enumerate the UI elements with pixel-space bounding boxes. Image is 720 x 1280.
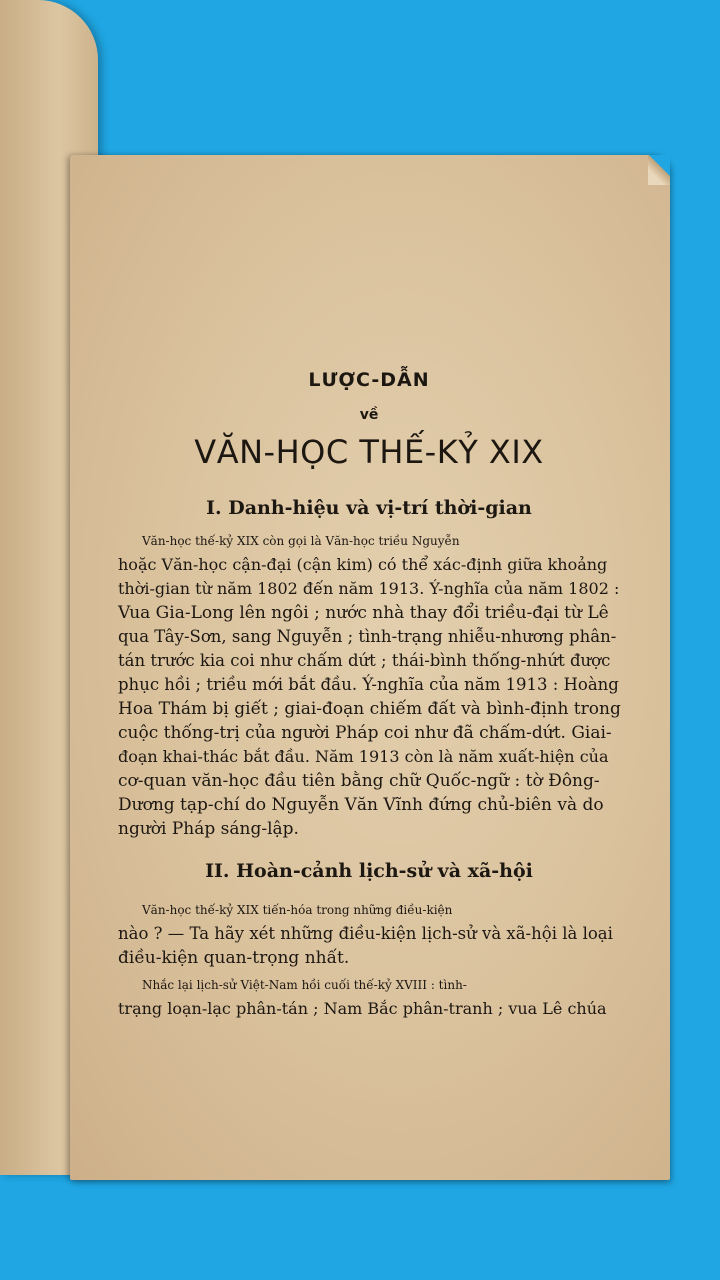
page-kicker: LƯỢC-DẪN <box>308 369 430 391</box>
text-line: phục hồi ; triều mới bắt đầu. Ý-nghĩa của năm 1913 : Hoàng <box>118 675 619 694</box>
text-line: người Pháp sáng-lập. <box>118 819 299 839</box>
page-content <box>108 155 630 1180</box>
text-line: Dương tạp-chí do Nguyễn Văn Vĩnh đứng chủ-biên và do <box>118 795 604 815</box>
text-line: Văn-học thế-kỷ XIX còn gọi là Văn-học triều Nguyễn <box>142 534 460 548</box>
text-line: tán trước kia coi như chấm dứt ; thái-bình thống-nhứt được <box>118 651 611 670</box>
text-line: Nhắc lại lịch-sử Việt-Nam hồi cuối thế-kỷ XVIII : tình- <box>142 978 467 992</box>
text-line: điều-kiện quan-trọng nhất. <box>118 948 350 968</box>
page-connector: về <box>359 407 379 423</box>
text-line: Văn-học thế-kỷ XIX tiến-hóa trong những điều-kiện <box>142 903 453 917</box>
text-line: Vua Gia-Long lên ngôi ; nước nhà thay đổi triều-đại từ Lê <box>118 603 609 623</box>
section-2-paragraph-2 <box>118 973 620 1021</box>
text-line: qua Tây-Sơn, sang Nguyễn ; tình-trạng nhiễu-nhương phân- <box>118 627 617 646</box>
text-line: nào ? — Ta hãy xét những điều-kiện lịch-sử và xã-hội là loại <box>118 924 613 943</box>
section-2-paragraph-1 <box>118 898 620 970</box>
text-line: Hoa Thám bị giết ; giai-đoạn chiếm đất và bình-định trong <box>118 699 621 719</box>
text-line: thời-gian từ năm 1802 đến năm 1913. Ý-nghĩa của năm 1802 : <box>118 579 620 598</box>
text-line: cơ-quan văn-học đầu tiên bằng chữ Quốc-ngữ : tờ Đông- <box>118 771 600 791</box>
section-1-paragraph <box>118 529 620 841</box>
book-page <box>70 155 670 1180</box>
text-line: cuộc thống-trị của người Pháp coi như đã chấm-dứt. Giai- <box>118 723 612 743</box>
page-title: VĂN-HỌC THẾ-KỶ XIX <box>194 433 544 471</box>
text-line: trạng loạn-lạc phân-tán ; Nam Bắc phân-tranh ; vua Lê chúa <box>118 999 607 1018</box>
text-line: hoặc Văn-học cận-đại (cận kim) có thể xác-định giữa khoảng <box>118 555 608 574</box>
section-2-heading: II. Hoàn-cảnh lịch-sử và xã-hội <box>205 860 533 882</box>
page-corner <box>648 155 670 185</box>
section-1-heading: I. Danh-hiệu và vị-trí thời-gian <box>206 497 532 519</box>
text-line: đoạn khai-thác bắt đầu. Năm 1913 còn là năm xuất-hiện của <box>118 747 609 766</box>
